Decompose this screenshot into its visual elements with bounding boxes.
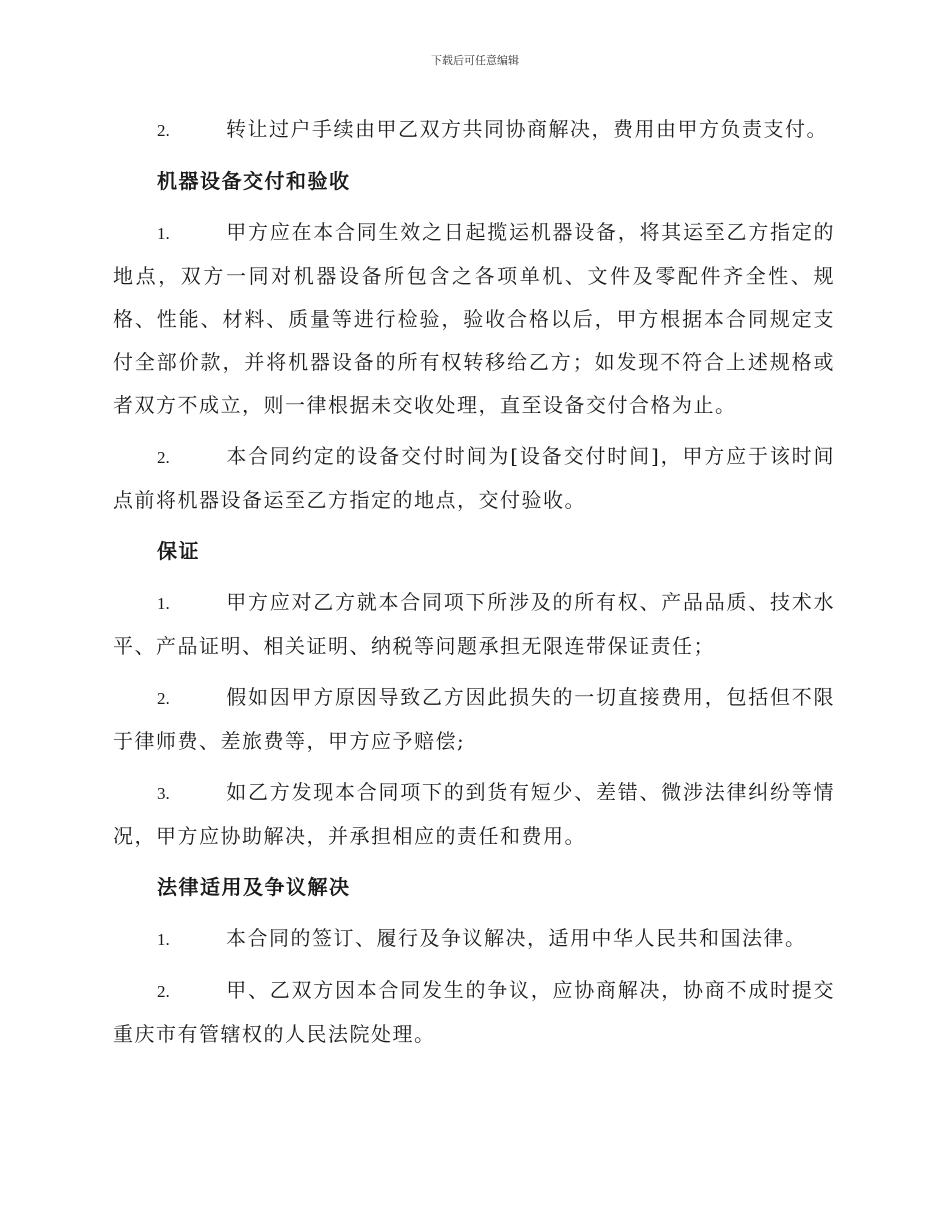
clause-text: 本合同的签订、履行及争议解决，适用中华人民共和国法律。	[226, 926, 807, 950]
clause-guarantee-3	[113, 771, 835, 858]
clause-delivery-2	[113, 435, 835, 522]
clause-guarantee-1	[113, 581, 835, 668]
clause-number: 2.	[157, 689, 170, 708]
clause-number: 3.	[157, 784, 170, 803]
clause-text: 假如因甲方原因导致乙方因此损失的一切直接费用，包括但不限于律师费、差旅费等，甲方应予赔偿;	[113, 685, 835, 753]
clause-guarantee-2	[113, 676, 835, 763]
clause-number: 1.	[157, 930, 170, 949]
page-header-note: 下载后可任意编辑	[431, 54, 519, 67]
clause-number: 2.	[157, 121, 170, 140]
section-heading-delivery: 机器设备交付和验收	[157, 169, 351, 193]
section-heading-guarantee: 保证	[157, 539, 200, 563]
clause-number: 2.	[157, 448, 170, 467]
clause-text: 本合同约定的设备交付时间为[设备交付时间]，甲方应于该时间点前将机器设备运至乙方指定的地点，交付验收。	[113, 444, 835, 512]
clause-text: 甲、乙双方因本合同发生的争议，应协商解决，协商不成时提交重庆市有管辖权的人民法院处理。	[113, 978, 835, 1046]
clause-text: 如乙方发现本合同项下的到货有短少、差错、微涉法律纠纷等情况，甲方应协助解决，并承担相应的责任和费用。	[113, 780, 835, 848]
clause-text: 转让过户手续由甲乙双方共同协商解决，费用由甲方负责支付。	[226, 117, 828, 141]
clause-number: 1.	[157, 224, 170, 243]
document-body	[113, 108, 835, 1064]
clause-law-1	[113, 917, 835, 961]
clause-law-2	[113, 969, 835, 1056]
clause-text: 甲方应对乙方就本合同项下所涉及的所有权、产品品质、技术水平、产品证明、相关证明、纳税等问题承担无限连带保证责任；	[113, 590, 835, 658]
clause-transfer-2	[113, 108, 835, 152]
clause-number: 1.	[157, 594, 170, 613]
clause-text: 甲方应在本合同生效之日起揽运机器设备，将其运至乙方指定的地点，双方一同对机器设备所包含之各项单机、文件及零配件齐全性、规格、性能、材料、质量等进行检验，验收合格以后，甲方根据本合同规定支付全部价款，并将机器设备的所有权转移给乙方；如发现不符合上述规格或者双方不成立，则一律根据未交收处理，直至设备交付合格为止。	[113, 220, 835, 417]
section-heading-law: 法律适用及争议解决	[157, 875, 351, 899]
clause-number: 2.	[157, 982, 170, 1001]
clause-delivery-1	[113, 211, 835, 427]
